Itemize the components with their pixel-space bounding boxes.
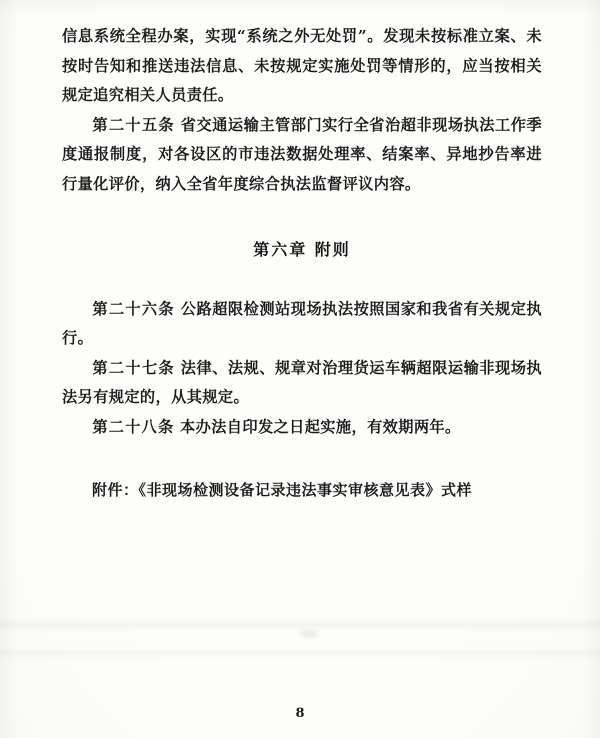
page-edge-shadow-left [0, 0, 18, 738]
article-28-text: 本办法自印发之日起实施，有效期两年。 [180, 417, 461, 436]
article-28-label: 第二十八条 [92, 417, 175, 436]
paragraph-continued-text: 信息系统全程办案，实现“系统之外无处罚”。发现未按标准立案、未按时告知和推送违法信息、未按规定实施处罚等情形的，应当按相关规定追究相关人员责任。 [62, 27, 542, 104]
scan-artifact-line-lower [0, 646, 600, 660]
article-28 [62, 413, 542, 443]
article-25 [62, 111, 542, 200]
article-26 [62, 295, 542, 354]
article-26-label: 第二十六条 [92, 299, 175, 318]
article-25-label: 第二十五条 [92, 115, 175, 134]
attachment-note: 附件：《非现场检测设备记录违法事实审核意见表》式样 [92, 481, 473, 499]
article-27-text: 法律、法规、规章对治理货运车辆超限运输非现场执法另有规定的，从其规定。 [62, 358, 543, 406]
article-27-label: 第二十七条 [92, 358, 175, 377]
paragraph-continued [62, 22, 542, 111]
article-26-text: 公路超限检测站现场执法按照国家和我省有关规定执行。 [62, 299, 543, 347]
scan-artifact-line-upper [0, 618, 600, 632]
document-body [62, 22, 542, 505]
article-25-text: 省交通运输主管部门实行全省治超非现场执法工作季度通报制度，对各设区的市违法数据处理率、结案率、异地抄告率进行量化评价，纳入全省年度综合执法监督评议内容。 [62, 115, 543, 193]
page-edge-shadow-top [0, 0, 600, 14]
scan-artifact-blotch [300, 630, 318, 638]
page-edge-shadow-right [582, 0, 600, 738]
article-27 [62, 354, 542, 413]
chapter-heading: 第六章 附则 [253, 240, 351, 259]
page-number: 8 [295, 706, 305, 721]
